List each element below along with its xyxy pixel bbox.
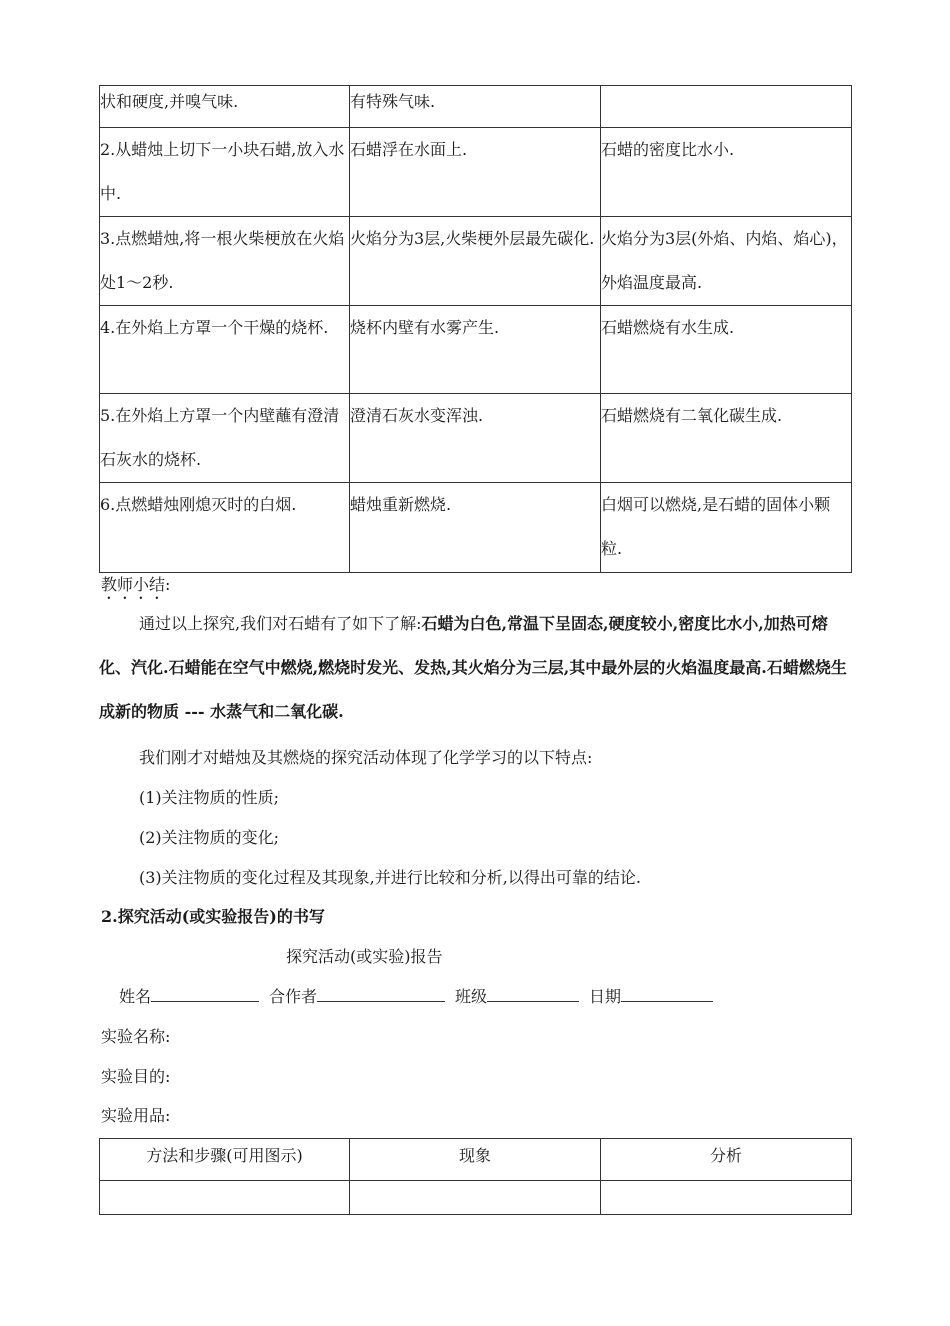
phenomenon-cell: 蜡烛重新燃烧. — [350, 483, 601, 573]
method-cell: 2.从蜡烛上切下一小块石蜡,放入水中. — [100, 128, 350, 217]
analysis-cell — [601, 86, 852, 128]
table-header-row — [100, 1139, 852, 1181]
table-row — [100, 128, 852, 217]
feature-item: (2)关注物质的变化; — [139, 828, 280, 847]
table-row — [100, 1181, 852, 1215]
class-label: 班级 — [455, 987, 488, 1006]
partner-label: 合作者 — [269, 987, 318, 1006]
table-row — [100, 217, 852, 306]
date-label: 日期 — [589, 987, 622, 1006]
feature-item: (1)关注物质的性质; — [139, 788, 280, 807]
report-fields-line — [119, 984, 723, 1007]
method-cell: 4.在外焰上方罩一个干燥的烧杯. — [100, 306, 350, 394]
table-row — [100, 306, 852, 394]
phenomenon-cell: 火焰分为3层,火柴梗外层最先碳化. — [350, 217, 601, 306]
method-cell: 状和硬度,并嗅气味. — [100, 86, 350, 128]
table-row — [100, 483, 852, 573]
class-blank[interactable] — [487, 986, 579, 1002]
summary-heading: 教师小结: — [101, 575, 171, 594]
name-blank[interactable] — [151, 986, 259, 1002]
summary-paragraph — [99, 602, 851, 734]
feature-item: (3)关注物质的变化过程及其现象,并进行比较和分析,以得出可靠的结论. — [139, 868, 641, 887]
analysis-cell: 白烟可以燃烧,是石蜡的固体小颗粒. — [601, 483, 852, 573]
experiment-name-label: 实验名称: — [101, 1027, 171, 1046]
method-cell: 6.点燃蜡烛刚熄灭时的白烟. — [100, 483, 350, 573]
analysis-cell: 石蜡的密度比水小. — [601, 128, 852, 217]
phenomenon-cell: 烧杯内壁有水雾产生. — [350, 306, 601, 394]
analysis-cell: 火焰分为3层(外焰、内焰、焰心)，外焰温度最高. — [601, 217, 852, 306]
phenomenon-cell: 有特殊气味. — [350, 86, 601, 128]
report-title: 探究活动(或实验)报告 — [286, 947, 443, 966]
phenomenon-cell: 澄清石灰水变浑浊. — [350, 394, 601, 483]
empty-cell[interactable] — [601, 1181, 852, 1215]
method-cell: 3.点燃蜡烛,将一根火柴梗放在火焰处1～2秒. — [100, 217, 350, 306]
partner-blank[interactable] — [317, 986, 445, 1002]
phenomenon-cell: 石蜡浮在水面上. — [350, 128, 601, 217]
empty-cell[interactable] — [100, 1181, 350, 1215]
experiment-table — [99, 85, 852, 573]
name-label: 姓名 — [119, 987, 152, 1006]
empty-cell[interactable] — [350, 1181, 601, 1215]
analysis-cell: 石蜡燃烧有水生成. — [601, 306, 852, 394]
header-method: 方法和步骤(可用图示) — [100, 1139, 350, 1181]
method-cell: 5.在外焰上方罩一个内壁蘸有澄清石灰水的烧杯. — [100, 394, 350, 483]
date-blank[interactable] — [621, 986, 713, 1002]
summary-intro: 通过以上探究,我们对石蜡有了如下了解: — [139, 614, 422, 633]
summary-bold-text: 石蜡为白色,常温下呈固态,硬度较小,密度比水小,加热可熔化、汽化.石蜡能在空气中燃烧,燃烧时发光、发热,其火焰分为三层,其中最外层的火焰温度最高.石蜡燃烧生成新的物质 --- 水蒸气和二氧化碳. — [99, 614, 847, 721]
section-heading: 2.探究活动(或实验报告)的书写 — [101, 907, 325, 926]
analysis-cell: 石蜡燃烧有二氧化碳生成. — [601, 394, 852, 483]
header-phenomenon: 现象 — [350, 1139, 601, 1181]
experiment-supplies-label: 实验用品: — [101, 1106, 171, 1125]
report-table — [99, 1138, 852, 1215]
header-analysis: 分析 — [601, 1139, 852, 1181]
table-row — [100, 86, 852, 128]
features-intro: 我们刚才对蜡烛及其燃烧的探究活动体现了化学学习的以下特点: — [139, 748, 593, 767]
experiment-purpose-label: 实验目的: — [101, 1067, 171, 1086]
table-row — [100, 394, 852, 483]
